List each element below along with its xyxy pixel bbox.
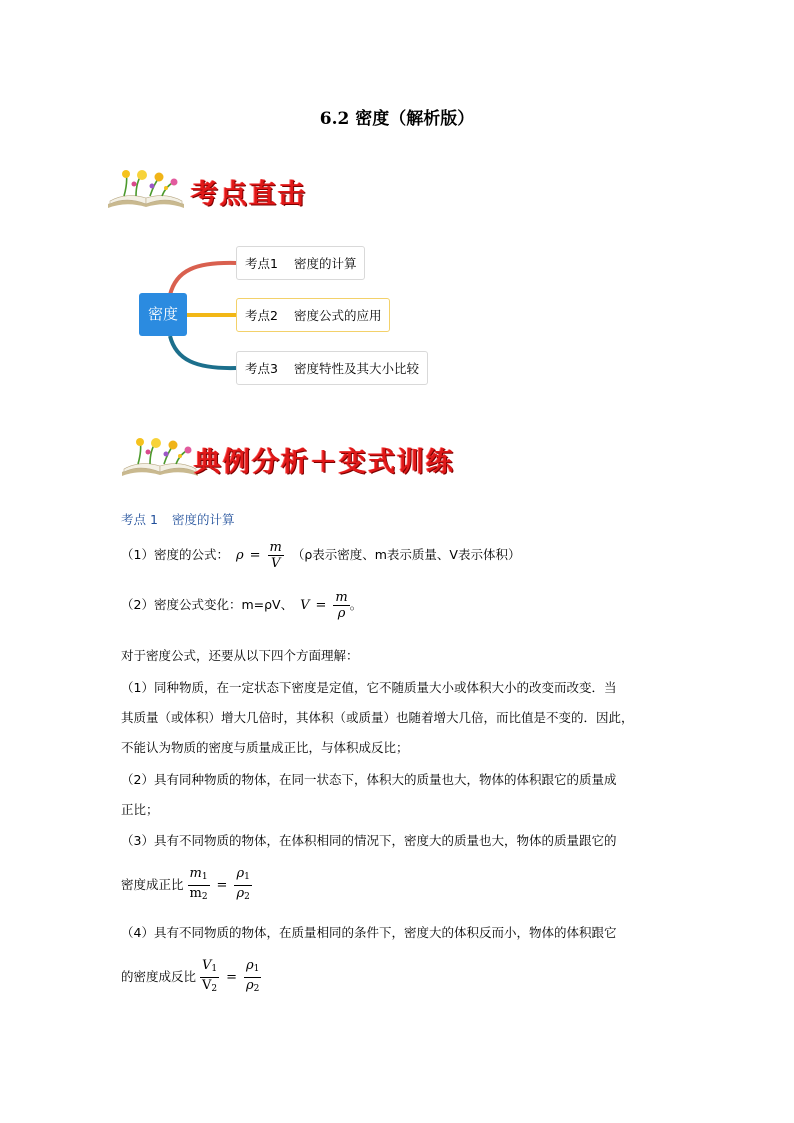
section-banner-keypoints: 考点直击 [191,179,307,210]
fraction: $\frac{m_1}{m_2}$ [189,866,208,902]
paragraph-4-ratio: 的密度成反比 $\frac{V_1}{V_2}$ = $\frac{\rho_1}{\rho_2}$ [121,958,261,997]
fraction: $\frac{m}{\rho}$ [335,590,348,621]
book-flowers-icon [118,434,202,478]
formula-variants: （2）密度公式变化：m=ρV、 V = $\frac{m}{\rho}$ 。 [121,590,363,621]
mindmap-node-2: 考点2 密度公式的应用 [236,298,390,332]
paragraph-4: （4）具有不同物质的物体，在质量相同的条件下，密度大的体积反而小，物体的体积跟它 [121,925,617,940]
intro-text: 对于密度公式，还要从以下四个方面理解： [121,648,359,663]
fraction: $\frac{m}{V}$ [269,540,282,571]
paragraph-3-ratio: 密度成正比 $\frac{m_1}{m_2}$ = $\frac{\rho_1}{\rho_2}$ [121,866,252,905]
section-banner-examples: 典例分析＋变式训练 [194,447,455,478]
mindmap-root: 密度 [139,293,187,336]
fraction: $\frac{\rho_1}{\rho_2}$ [236,866,250,902]
paragraph-2: （2）具有同种物质的物体，在同一状态下，体积大的质量也大，物体的体积跟它的质量成 正比； [121,772,617,817]
section-heading: 考点 1 密度的计算 [121,512,235,527]
paragraph-3: （3）具有不同物质的物体，在体积相同的情况下，密度大的质量也大，物体的质量跟它的 [121,833,617,848]
formula-density: （1）密度的公式： ρ = $\frac{m}{V}$ （ρ表示密度、m表示质量、V表示体积） [121,540,521,571]
paragraph-1: （1）同种物质，在一定状态下密度是定值，它不随质量大小或体积大小的改变而改变．当 其质量（或体积）增大几倍时，其体积（或质量）也随着增大几倍，而比值是不变的．因此， 不能认为物质的密度与质量成正比，与体积成反比； [121,680,634,755]
fraction: $\frac{V_1}{V_2}$ [202,958,218,994]
mindmap-node-3: 考点3 密度特性及其大小比较 [236,351,428,385]
mindmap-node-1: 考点1 密度的计算 [236,246,365,280]
fraction: $\frac{\rho_1}{\rho_2}$ [246,958,260,994]
page-title: 6.2 密度（解析版） [319,109,475,129]
